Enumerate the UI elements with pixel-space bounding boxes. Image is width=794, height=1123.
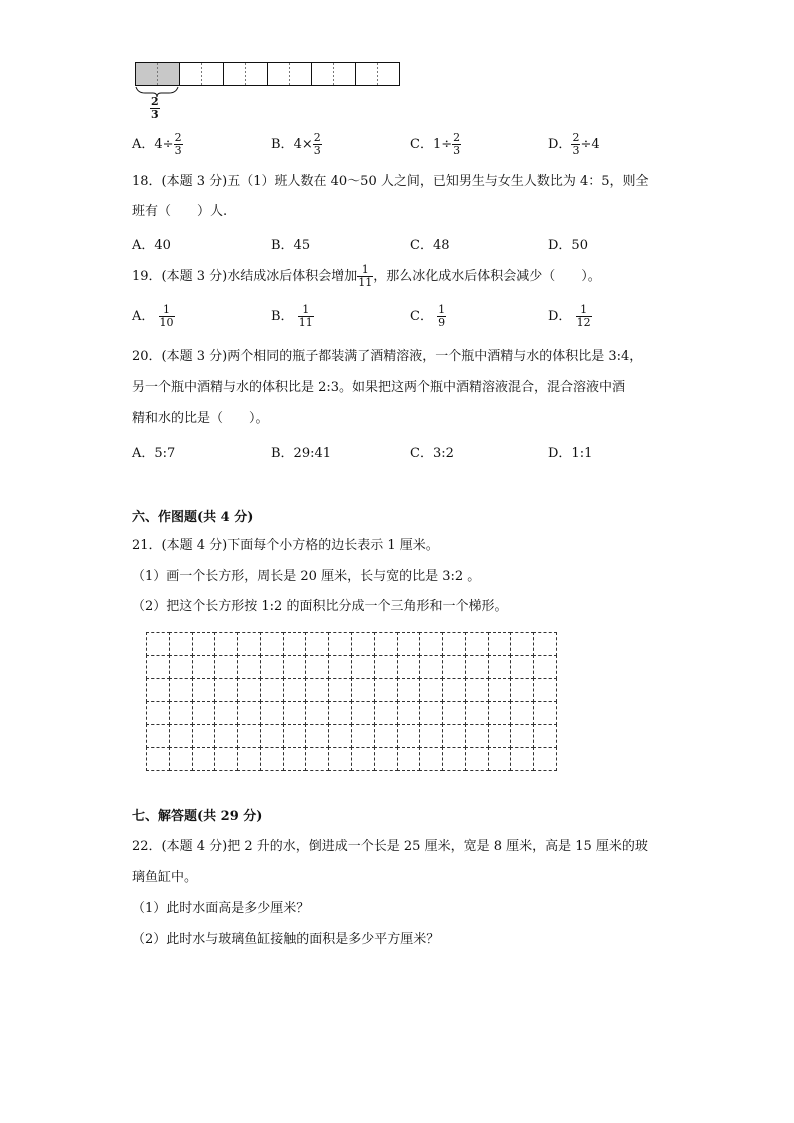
grid-cell[interactable] xyxy=(465,632,489,656)
q18-option-a[interactable]: A．40 xyxy=(132,238,171,253)
grid-cell[interactable] xyxy=(488,655,512,679)
grid-cell[interactable] xyxy=(305,655,329,679)
grid-cell[interactable] xyxy=(442,655,466,679)
q19-option-b[interactable]: B． $\frac{1}{11}$ xyxy=(271,303,313,329)
grid-cell[interactable] xyxy=(237,678,261,702)
grid-cell[interactable] xyxy=(351,678,375,702)
grid-cell[interactable] xyxy=(442,724,466,748)
q20-option-c[interactable]: C．3:2 xyxy=(410,446,454,461)
grid-cell[interactable] xyxy=(328,747,352,771)
q22-text-line1: 22．(本题 4 分)把 2 升的水，倒进成一个长是 25 厘米，宽是 8 厘米，高是 15 厘米的玻 xyxy=(132,839,648,854)
grid-cell[interactable] xyxy=(192,724,216,748)
grid-cell[interactable] xyxy=(237,747,261,771)
q22-sub2: （2）此时水与玻璃鱼缸接触的面积是多少平方厘米？ xyxy=(132,932,440,947)
grid-cell[interactable] xyxy=(488,678,512,702)
q18-option-c[interactable]: C．48 xyxy=(410,238,450,253)
grid-cell[interactable] xyxy=(192,655,216,679)
q21-sub1: （1）画一个长方形，周长是 20 厘米，长与宽的比是 3:2 。 xyxy=(132,569,481,584)
grid-cell[interactable] xyxy=(328,701,352,725)
grid-cell[interactable] xyxy=(351,632,375,656)
grid-cell[interactable] xyxy=(533,678,557,702)
grid-cell[interactable] xyxy=(442,678,466,702)
grid-cell[interactable] xyxy=(397,655,421,679)
q20-option-b[interactable]: B．29:41 xyxy=(271,446,332,461)
grid-cell[interactable] xyxy=(192,701,216,725)
drawing-grid[interactable] xyxy=(146,632,556,770)
grid-cell[interactable] xyxy=(237,655,261,679)
grid-cell[interactable] xyxy=(465,701,489,725)
grid-cell[interactable] xyxy=(397,632,421,656)
grid-cell[interactable] xyxy=(488,747,512,771)
fraction-bar-diagram xyxy=(135,62,400,86)
grid-cell[interactable] xyxy=(237,632,261,656)
grid-cell[interactable] xyxy=(237,701,261,725)
grid-cell[interactable] xyxy=(214,747,238,771)
grid-cell[interactable] xyxy=(192,632,216,656)
grid-cell[interactable] xyxy=(510,632,534,656)
grid-cell[interactable] xyxy=(374,724,398,748)
q20-text-line3: 精和水的比是（ ）。 xyxy=(132,411,269,426)
q17-option-a[interactable]: A．4÷ $\frac{2}{3}$ xyxy=(132,131,182,157)
grid-cell[interactable] xyxy=(260,724,284,748)
grid-cell[interactable] xyxy=(510,747,534,771)
q20-text-line2: 另一个瓶中酒精与水的体积比是 2:3。如果把这两个瓶中酒精溶液混合，混合溶液中酒 xyxy=(132,380,626,395)
grid-cell[interactable] xyxy=(533,632,557,656)
grid-cell[interactable] xyxy=(260,678,284,702)
grid-cell[interactable] xyxy=(328,655,352,679)
grid-cell[interactable] xyxy=(283,747,307,771)
grid-cell[interactable] xyxy=(214,701,238,725)
grid-cell[interactable] xyxy=(510,655,534,679)
grid-cell[interactable] xyxy=(465,747,489,771)
grid-cell[interactable] xyxy=(442,747,466,771)
grid-cell[interactable] xyxy=(419,655,443,679)
grid-cell[interactable] xyxy=(419,678,443,702)
grid-cell[interactable] xyxy=(169,632,193,656)
grid-cell[interactable] xyxy=(305,632,329,656)
q20-option-d[interactable]: D．1:1 xyxy=(548,446,593,461)
fraction-bar-svg xyxy=(135,62,400,114)
q20-text-line1: 20．(本题 3 分)两个相同的瓶子都装满了酒精溶液，一个瓶中酒精与水的体积比是 3:4， xyxy=(132,349,643,364)
grid-cell[interactable] xyxy=(488,701,512,725)
grid-cell[interactable] xyxy=(146,678,170,702)
grid-cell[interactable] xyxy=(510,724,534,748)
shaded-part xyxy=(136,63,180,86)
q22-text-line2: 璃鱼缸中。 xyxy=(132,870,198,885)
grid-cell[interactable] xyxy=(283,655,307,679)
grid-cell[interactable] xyxy=(510,678,534,702)
grid-cell[interactable] xyxy=(419,632,443,656)
grid-cell[interactable] xyxy=(465,724,489,748)
grid-cell[interactable] xyxy=(283,701,307,725)
grid-cell[interactable] xyxy=(146,747,170,771)
q19-option-d[interactable]: D． $\frac{1}{12}$ xyxy=(548,303,591,329)
grid-cell[interactable] xyxy=(328,724,352,748)
grid-cell[interactable] xyxy=(146,724,170,748)
q19-text: 19．(本题 3 分)水结成冰后体积会增加 $\frac{1}{11}$ ，那么冰化成水后体积会减少（ ）。 xyxy=(132,263,601,289)
grid-cell[interactable] xyxy=(169,724,193,748)
grid-cell[interactable] xyxy=(283,724,307,748)
q18-option-b[interactable]: B．45 xyxy=(271,238,311,253)
grid-cell[interactable] xyxy=(351,701,375,725)
grid-cell[interactable] xyxy=(488,724,512,748)
grid-cell[interactable] xyxy=(419,701,443,725)
grid-cell[interactable] xyxy=(442,632,466,656)
grid-cell[interactable] xyxy=(214,724,238,748)
grid-cell[interactable] xyxy=(510,701,534,725)
grid-cell[interactable] xyxy=(305,724,329,748)
grid-cell[interactable] xyxy=(260,632,284,656)
q21-sub2: （2）把这个长方形按 1:2 的面积比分成一个三角形和一个梯形。 xyxy=(132,599,508,614)
grid-cell[interactable] xyxy=(146,655,170,679)
grid-cell[interactable] xyxy=(374,632,398,656)
section7-heading: 七、解答题(共 29 分) xyxy=(132,809,263,824)
grid-cell[interactable] xyxy=(374,701,398,725)
q17-option-d[interactable]: D． $\frac{2}{3}$ ÷4 xyxy=(548,131,600,157)
grid-cell[interactable] xyxy=(146,632,170,656)
grid-cell[interactable] xyxy=(169,747,193,771)
grid-cell[interactable] xyxy=(374,747,398,771)
grid-cell[interactable] xyxy=(488,632,512,656)
grid-cell[interactable] xyxy=(305,678,329,702)
grid-cell[interactable] xyxy=(374,655,398,679)
q18-text-line2: 班有（ ）人. xyxy=(132,204,228,219)
grid-cell[interactable] xyxy=(533,724,557,748)
q21-text: 21．(本题 4 分)下面每个小方格的边长表示 1 厘米。 xyxy=(132,538,439,553)
grid-cell[interactable] xyxy=(283,632,307,656)
grid-cell[interactable] xyxy=(465,655,489,679)
bar-fraction-label: $\frac{2}{3}$ xyxy=(151,95,159,121)
grid-cell[interactable] xyxy=(442,701,466,725)
grid-cell[interactable] xyxy=(397,724,421,748)
grid-cell[interactable] xyxy=(465,678,489,702)
grid-cell[interactable] xyxy=(260,655,284,679)
q18-text-line1: 18．(本题 3 分)五（1）班人数在 40～50 人之间，已知男生与女生人数比为 4：5，则全 xyxy=(132,174,649,189)
grid-cell[interactable] xyxy=(305,747,329,771)
grid-cell[interactable] xyxy=(214,655,238,679)
q22-sub1: （1）此时水面高是多少厘米？ xyxy=(132,901,310,916)
grid-cell[interactable] xyxy=(374,678,398,702)
grid-cell[interactable] xyxy=(169,655,193,679)
grid-cell[interactable] xyxy=(328,678,352,702)
grid-cell[interactable] xyxy=(214,678,238,702)
grid-cell[interactable] xyxy=(397,701,421,725)
grid-cell[interactable] xyxy=(305,701,329,725)
q19-option-a[interactable]: A． $\frac{1}{10}$ xyxy=(132,303,174,329)
grid-cell[interactable] xyxy=(260,747,284,771)
grid-cell[interactable] xyxy=(351,747,375,771)
grid-cell[interactable] xyxy=(192,678,216,702)
section6-heading: 六、作图题(共 4 分) xyxy=(132,510,254,525)
grid-cell[interactable] xyxy=(214,632,238,656)
grid-cell[interactable] xyxy=(192,747,216,771)
grid-cell[interactable] xyxy=(169,678,193,702)
q17-option-b[interactable]: B．4× $\frac{2}{3}$ xyxy=(271,131,321,157)
grid-cell[interactable] xyxy=(533,701,557,725)
grid-cell[interactable] xyxy=(419,747,443,771)
grid-cell[interactable] xyxy=(237,724,261,748)
q20-option-a[interactable]: A．5:7 xyxy=(132,446,176,461)
q18-option-d[interactable]: D．50 xyxy=(548,238,588,253)
grid-cell[interactable] xyxy=(533,747,557,771)
grid-cell[interactable] xyxy=(169,701,193,725)
grid-cell[interactable] xyxy=(146,701,170,725)
grid-cell[interactable] xyxy=(260,701,284,725)
grid-cell[interactable] xyxy=(533,655,557,679)
grid-cell[interactable] xyxy=(397,678,421,702)
grid-cell[interactable] xyxy=(419,724,443,748)
grid-cell[interactable] xyxy=(283,678,307,702)
grid-cell[interactable] xyxy=(397,747,421,771)
q17-option-c[interactable]: C．1÷ $\frac{2}{3}$ xyxy=(410,131,461,157)
q19-option-c[interactable]: C． $\frac{1}{9}$ xyxy=(410,303,446,329)
grid-cell[interactable] xyxy=(351,655,375,679)
grid-cell[interactable] xyxy=(328,632,352,656)
grid-cell[interactable] xyxy=(351,724,375,748)
